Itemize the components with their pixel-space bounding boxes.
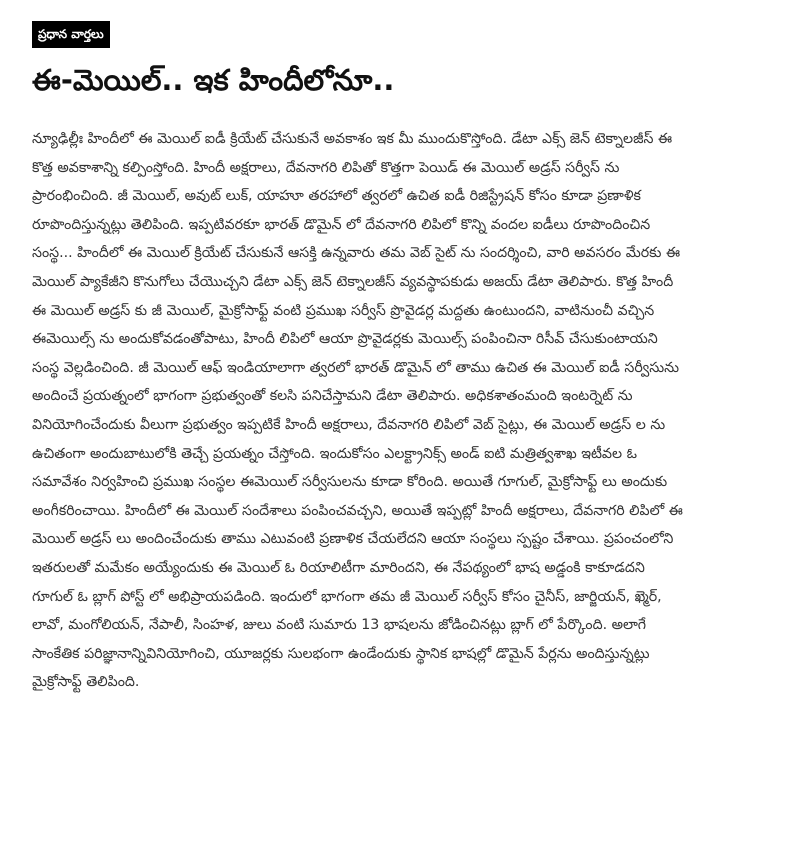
body-line: సమావేశం నిర్వహించి ప్రముఖ సంస్థల ఈమెయిల్ సర్వీసులను కూడా కోరింది. అయితే గూగుల్, మైక్రోసాఫ్ట్ లు అందుకు [32,474,668,491]
article-body [32,125,772,697]
body-line: మైక్రోసాఫ్ట్ తెలిపింది. [32,674,140,691]
body-line: ప్రారంభించింది. జీ మెయిల్, అవుట్ లుక్, యాహూ తరహాలో త్వరలో ఉచిత ఐడీ రిజిస్ట్రేషన్ కోసం కూడా ప్రణాళిక [32,188,641,205]
body-line: మెయిల్ అడ్రస్ లు అందించేందుకు తాము ఎటువంటి ప్రణాళిక చేయలేదని ఆయా సంస్థలు స్పష్టం చేశాయి. ప్రపంచంలోని [32,531,674,548]
body-line: సంస్థ వెల్లడించింది. జీ మెయిల్ ఆఫ్ ఇండియాలాగా త్వరలో భారత్ డొమైన్ లో తాము ఉచిత ఈ మెయిల్ ఐడీ సర్వీసును [32,359,680,376]
body-line: సాంకేతిక పరిజ్ఞానాన్నివినియోగించి, యూజర్లకు సులభంగా ఉండేందుకు స్థానిక భాషల్లో డొమైన్ పేర్లను అందిస్తున్నట్లు [32,645,650,662]
body-line: గూగుల్ ఓ బ్లాగ్ పోస్ట్ లో అభిప్రాయపడింది. ఇందులో భాగంగా తమ జీ మెయిల్ సర్వీస్ కోసం చైనీస్, జార్జియన్, ఖ్మెర్, [32,588,662,605]
category-badge[interactable]: ప్రధాన వార్తలు [32,21,110,48]
body-line: ఈమెయిల్స్ ను అందుకోవడంతోపాటు, హిందీ లిపిలో ఆయా ప్రొవైడర్లకు మెయిల్స్ పంపించినా రిసీవ్ చేసుకుంటాయని [32,331,658,348]
body-line: ఇతరులతో మమేకం అయ్యేందుకు ఈ మెయిల్ ఓ రియాలిటీగా మారిందని, ఈ నేపథ్యంలో భాష అడ్డంకి కాకూడదని [32,559,645,576]
body-line: మెయిల్ ప్యాకేజీని కొనుగోలు చేయొచ్చని డేటా ఎక్స్ జెన్ టెక్నాలజీస్ వ్యవస్థాపకుడు అజయ్ డేటా తెలిపారు. కొత్త హిందీ [32,273,674,290]
body-line: ఉచితంగా అందుబాటులోకి తెచ్చే ప్రయత్నం చేస్తోంది. ఇందుకోసం ఎలక్ట్రానిక్స్ అండ్ ఐటి మత్రిత్వశాఖ ఇటీవల ఓ [32,445,637,462]
body-line: అందించే ప్రయత్నంలో భాగంగా ప్రభుత్వంతో కలసి పనిచేస్తామని డేటా తెలిపారు. అధికశాతంమంది ఇంటర్నెట్ ను [32,388,633,405]
body-line: సంస్థ... హిందీలో ఈ మెయిల్ క్రియేట్ చేసుకునే ఆసక్తి ఉన్నవారు తమ వెబ్ సైట్ ను సందర్శించి, వారి అవసరం మేరకు ఈ [32,245,681,262]
article-headline: ఈ-మెయిల్.. ఇక హిందీలోనూ.. [32,63,395,97]
body-line: అంగీకరించాయి. హిందీలో ఈ మెయిల్ సందేశాలు పంపించవచ్చని, అయితే ఇప్పట్లో హిందీ అక్షరాలు, దేవనాగరి లిపిలో ఈ [32,502,683,519]
body-line: రూపొందిస్తున్నట్లు తెలిపింది. ఇప్పటివరకూ భారత్ డొమైన్ లో దేవనాగరి లిపిలో కొన్ని వందల ఐడీలు రూపొందించిన [32,216,651,233]
body-line: వినియోగించేందుకు వీలుగా ప్రభుత్వం ఇప్పటికే హిందీ అక్షరాలు, దేవనాగరి లిపిలో వెబ్ సైట్లు, ఈ మెయిల్ అడ్రస్ ల ను [32,416,666,433]
body-line: లావో, మంగోలియన్, నేపాలీ, సింహళ, జులు వంటి సుమారు 13 భాషలను జోడించినట్లు బ్లాగ్ లో పేర్కొంది. అలాగే [32,617,647,634]
body-line: కొత్త అవకాశాన్ని కల్పింస్తోంది. హిందీ అక్షరాలు, దేవనాగరి లిపితో కొత్తగా పెయిడ్ ఈ మెయిల్ అడ్రస్ సర్వీస్ ను [32,159,620,176]
news-article [32,21,772,697]
body-line: ఈ మెయిల్ అడ్రస్ కు జీ మెయిల్, మైక్రోసాఫ్ట్ వంటి ప్రముఖ సర్వీస్ ప్రొవైడర్ల మద్దతు ఉంటుందని, వాటినుంచీ వచ్చిన [32,302,655,319]
body-line: న్యూఢిల్లీః హిందీలో ఈ మెయిల్ ఐడీ క్రియేట్ చేసుకునే అవకాశం ఇక మీ ముందుకొస్తోంది. డేటా ఎక్స్ జెన్ టెక్నాలజీస్ ఈ [32,131,673,147]
